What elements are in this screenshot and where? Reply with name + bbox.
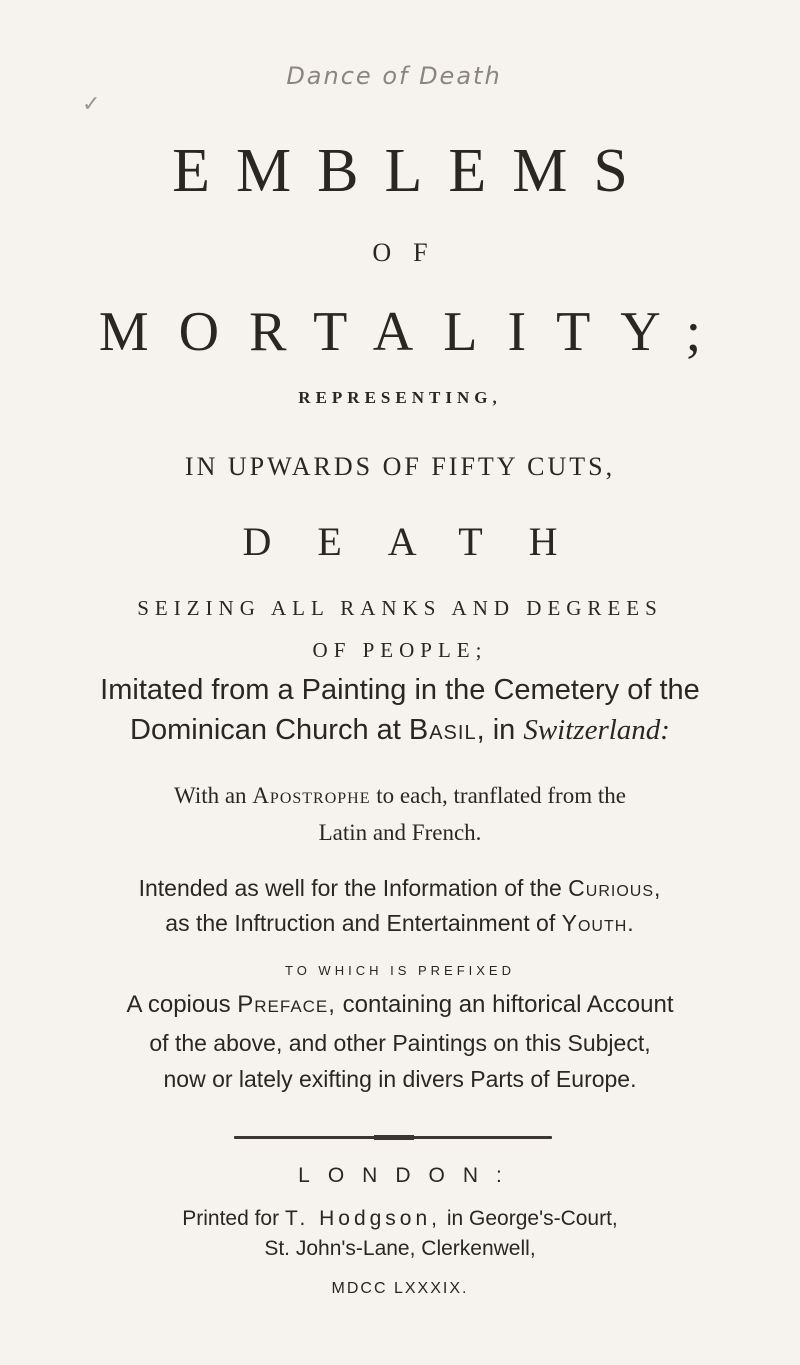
apostrophe-prefix: With an <box>174 783 253 808</box>
handwritten-checkmark: ✓ <box>82 92 101 117</box>
imprint-date: MDCC LXXXIX. <box>331 1280 469 1297</box>
imprint-address: St. John's-Lane, Clerkenwell, <box>264 1237 536 1260</box>
preface-prefix: A copious <box>126 991 238 1018</box>
imitated-line-2-prefix: Dominican Church at <box>130 714 409 746</box>
imprint-printed-suffix: in George's-Court, <box>441 1207 618 1230</box>
intended-prefix-1: Intended as well for the Information of the <box>138 875 569 901</box>
preface-suffix: containing an hiftorical Account <box>335 991 674 1018</box>
preface-line-3: now or lately exifting in divers Parts of Europe. <box>163 1066 637 1092</box>
ornamental-rule <box>234 1136 552 1139</box>
handwritten-note: Dance of Death <box>286 62 502 90</box>
intended-line-1 <box>0 875 800 902</box>
title-of: OF <box>372 238 450 267</box>
title-emblems: EMBLEMS <box>172 137 654 205</box>
imprint-printer: T. Hodgson, <box>284 1207 442 1230</box>
imitated-city: Basil <box>408 714 477 746</box>
preface-word: Preface, <box>237 991 336 1018</box>
imitated-line-2 <box>0 714 800 747</box>
imitated-line-2-mid: , in <box>476 714 524 746</box>
apostrophe-suffix: to each, tranflated from the <box>370 783 626 808</box>
subtitle-seizing: SEIZING ALL RANKS AND DEGREES <box>137 596 663 620</box>
subtitle-people: OF PEOPLE; <box>312 638 488 662</box>
apostrophe-line-1 <box>0 783 800 809</box>
subtitle-representing: REPRESENTING, <box>298 388 502 407</box>
imitated-line-1: Imitated from a Painting in the Cemetery of the <box>100 674 700 706</box>
imprint-printed-prefix: Printed for <box>182 1207 285 1230</box>
intended-line-2 <box>0 910 800 937</box>
intended-curious: Curious, <box>568 875 662 901</box>
intended-youth: Youth. <box>561 910 635 936</box>
intended-prefix-2: as the Inftruction and Entertainment of <box>165 910 562 936</box>
title-mortality: MORTALITY; <box>98 301 732 363</box>
imprint-printed <box>0 1207 800 1231</box>
apostrophe-line-2: Latin and French. <box>318 820 482 845</box>
subtitle-death: DEATH <box>242 519 604 564</box>
imprint-london: LONDON: <box>298 1164 520 1187</box>
preface-line-2: of the above, and other Paintings on this Subject, <box>149 1030 651 1056</box>
apostrophe-word: Apostrophe <box>252 783 371 808</box>
preface-line-1 <box>0 991 800 1019</box>
prefixed-line: TO WHICH IS PREFIXED <box>285 963 515 978</box>
imitated-country: Switzerland: <box>523 714 670 746</box>
subtitle-upwards: IN UPWARDS OF FIFTY CUTS, <box>184 452 616 481</box>
